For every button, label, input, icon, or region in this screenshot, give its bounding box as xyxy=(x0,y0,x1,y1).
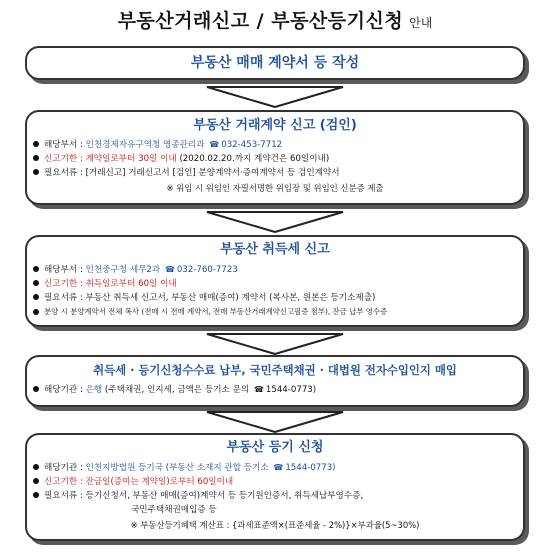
page-title xyxy=(0,6,550,33)
docs-label: 필요서류 : xyxy=(44,168,83,178)
step3-box xyxy=(25,235,525,327)
bullet-icon xyxy=(33,294,39,300)
bullet-icon xyxy=(33,492,39,498)
title-sub: 안내 xyxy=(409,16,433,30)
bullet-icon xyxy=(33,280,39,286)
step1-box xyxy=(25,46,525,80)
step3-extra-row xyxy=(27,305,523,319)
dept-label: 해당부서 : xyxy=(44,140,83,150)
org-phone: 1544-0773) xyxy=(265,385,317,395)
bullet-icon xyxy=(33,141,39,147)
step2-deadline-row xyxy=(27,152,523,166)
step5-org-row xyxy=(27,461,523,475)
down-arrow-icon xyxy=(205,333,345,355)
step2-note: ※ 위임 시 위임인 자필서명한 위임장 및 위임인 신분증 제출 xyxy=(166,183,384,193)
org-note: (주택채권, 인지세, 금액은 등기소 문의 xyxy=(104,385,250,395)
docs-label: 필요서류 : xyxy=(44,293,83,303)
down-arrow-icon xyxy=(205,411,345,433)
docs-value-cont: 국민주택채권매입증 등 xyxy=(131,505,217,515)
title-main: 부동산거래신고 / 부동산등기신청 xyxy=(117,10,404,32)
dept-value: 인천중구청 세무2과 xyxy=(85,265,161,275)
org-value: 인천지방법원 등기국 xyxy=(85,463,164,473)
bullet-icon xyxy=(33,309,39,315)
docs-value: 등기신청서, 부동산 매매(증여)계약서 등 등기원인증서, 취득세납부영수증, xyxy=(85,491,364,501)
extra-value: 분양 시 분양계약서 전체 복사 (전매 시 전매 계약서, 전매 부동산거래계약신고필증 첨부), 잔금 납부 영수증 xyxy=(44,307,388,316)
deadline-value: 계약일로부터 30일 이내 xyxy=(85,154,177,164)
org-label: 해당기관 : xyxy=(44,463,83,473)
step5-deadline-row xyxy=(27,475,523,489)
org-note: (부동산 소재지 관할 등기소 xyxy=(165,463,269,473)
bullet-icon xyxy=(33,464,39,470)
org-value: 은행 xyxy=(85,385,103,395)
docs-value: [거래신고] 거래신고서 [검인] 분양계약서·증여계약서 등 검인계약서 xyxy=(85,168,340,178)
bullet-icon xyxy=(33,155,39,161)
deadline-note: (2020.02.20.까지 계약건은 60일이내) xyxy=(179,154,330,164)
down-arrow-icon xyxy=(205,86,345,108)
step3-deadline-row xyxy=(27,277,523,291)
bullet-icon xyxy=(33,266,39,272)
deadline-label: 신고기한 : xyxy=(44,279,83,289)
dept-value: 인천경제자유구역청 영종관리과 xyxy=(85,140,205,150)
step2-docs-row xyxy=(27,166,523,180)
step2-box xyxy=(25,110,525,205)
step2-dept-row xyxy=(27,138,523,152)
docs-label: 필요서류 : xyxy=(44,491,83,501)
deadline-label: 신고기한 : xyxy=(44,477,83,487)
step4-org-row xyxy=(27,383,523,397)
step2-heading: 부동산 거래계약 신고 (검인) xyxy=(193,118,357,133)
dept-phone: 032-760-7723 xyxy=(176,265,238,275)
step4-heading: 취득세 · 등기신청수수료 납부, 국민주택채권 · 대법원 전자수입인지 매입 xyxy=(93,363,457,377)
dept-label: 해당부서 : xyxy=(44,265,83,275)
bullet-icon xyxy=(33,478,39,484)
phone-icon: ☎ xyxy=(253,385,264,394)
step5-docs-row-cont xyxy=(27,503,523,517)
bullet-icon xyxy=(33,386,39,392)
deadline-value: 잔금일(증여는 계약일)로부터 60일이내 xyxy=(85,477,234,487)
step3-dept-row xyxy=(27,263,523,277)
org-label: 해당기관 : xyxy=(44,385,83,395)
phone-icon: ☎ xyxy=(273,463,284,472)
step1-heading: 부동산 매매 계약서 등 작성 xyxy=(190,55,360,71)
step4-box xyxy=(25,355,525,407)
step5-docs-row xyxy=(27,489,523,503)
phone-icon: ☎ xyxy=(164,265,175,274)
org-phone: 1544-0773) xyxy=(285,463,336,473)
step5-heading: 부동산 등기 신청 xyxy=(226,440,324,455)
bullet-icon xyxy=(33,169,39,175)
step5-box xyxy=(25,433,525,541)
dept-phone: 032-453-7712 xyxy=(221,140,283,150)
phone-icon: ☎ xyxy=(209,140,220,149)
step3-heading: 부동산 취득세 신고 xyxy=(220,242,330,257)
step3-docs-row xyxy=(27,291,523,305)
deadline-label: 신고기한 : xyxy=(44,154,83,164)
down-arrow-icon xyxy=(205,211,345,233)
docs-value: 부동산 취득세 신고서, 부동산 매매(증여) 계약서 (복사본, 원본은 등기소제출) xyxy=(85,293,376,303)
step5-note: ※ 부동산등기혜택 계산표 : {과세표준액×(표준세율 - 2%)}×부과율(5~30%) xyxy=(130,520,420,530)
deadline-value: 취득일로부터 60일 이내 xyxy=(85,279,177,289)
